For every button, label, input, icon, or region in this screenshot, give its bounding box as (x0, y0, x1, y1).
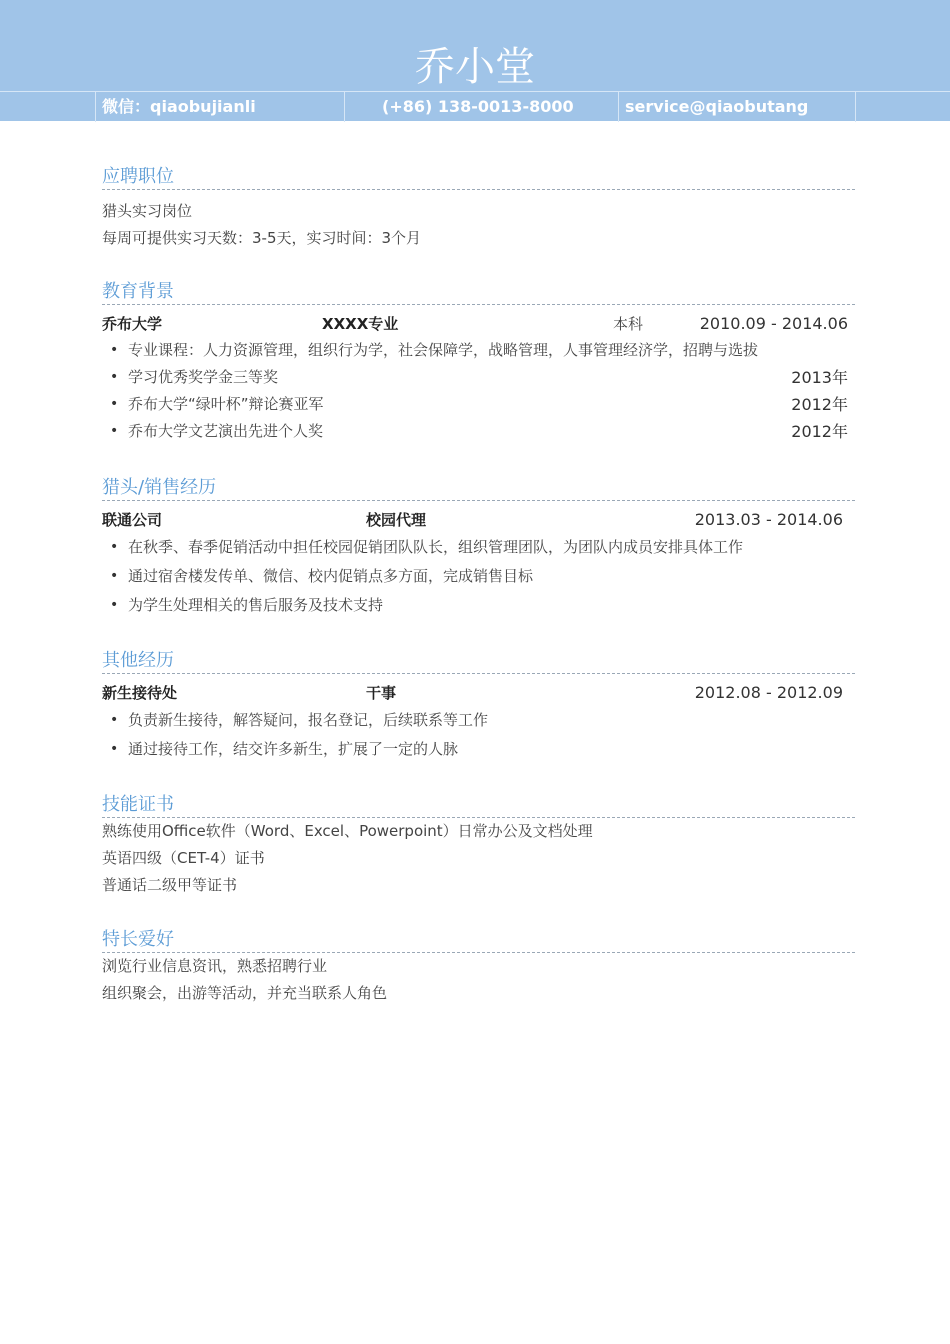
list-item (102, 364, 855, 391)
list-item (102, 562, 855, 591)
award-year: 2012年 (791, 422, 848, 441)
bullet-icon: • (110, 568, 119, 584)
list-item (102, 706, 855, 735)
section-title: 应聘职位 (102, 165, 178, 189)
section-heading (102, 926, 855, 953)
objective-line: 每周可提供实习天数：3-5天，实习时间：3个月 (102, 229, 422, 247)
list-item (102, 735, 855, 764)
skill-line: 英语四级（CET-4）证书 (102, 849, 265, 867)
bullet-icon: • (110, 369, 119, 385)
section-title: 其他经历 (102, 649, 178, 673)
list-item (102, 591, 855, 620)
sales-entry-header (102, 507, 855, 533)
bullet-icon: • (110, 712, 119, 728)
bullet-icon: • (110, 539, 119, 555)
company-name: 联通公司 (102, 511, 163, 529)
section-heading (102, 278, 855, 305)
list-item-text: 通过宿舍楼发传单、微信、校内促销点多方面，完成销售目标 (128, 567, 534, 585)
award-year: 2012年 (791, 395, 848, 414)
email-contact: service@qiaobutang (625, 97, 809, 116)
other-dates: 2012.08 - 2012.09 (694, 683, 843, 702)
wechat-contact: 微信：qiaobujianli (102, 97, 256, 116)
section-heading (102, 163, 855, 190)
list-item-text: 通过接待工作，结交许多新生，扩展了一定的人脉 (128, 740, 459, 758)
list-item (102, 337, 855, 364)
list-item-text: 乔布大学文艺演出先进个人奖 (128, 422, 324, 440)
objective-line: 猎头实习岗位 (102, 202, 193, 220)
contact-divider (95, 92, 96, 122)
skill-line: 熟练使用Office软件（Word、Excel、Powerpoint）日常办公及文档处理 (102, 822, 593, 840)
list-item-text: 专业课程：人力资源管理，组织行为学，社会保障学，战略管理，人事管理经济学，招聘与选拔 (128, 341, 759, 359)
contact-divider (344, 92, 345, 122)
section-title: 教育背景 (102, 280, 178, 304)
bullet-icon: • (110, 423, 119, 439)
award-year: 2013年 (791, 368, 848, 387)
section-hobbies (102, 926, 855, 1007)
bullet-icon: • (110, 396, 119, 412)
section-title: 技能证书 (102, 793, 178, 817)
bullet-icon: • (110, 741, 119, 757)
list-item-text: 学习优秀奖学金三等奖 (128, 368, 279, 386)
job-role: 干事 (366, 684, 397, 702)
education-dates: 2010.09 - 2014.06 (699, 314, 848, 333)
skill-line: 普通话二级甲等证书 (102, 876, 238, 894)
hobby-line: 浏览行业信息资讯，熟悉招聘行业 (102, 957, 328, 975)
header-band (0, 0, 950, 121)
contact-row (0, 91, 950, 122)
section-other-experience (102, 647, 855, 764)
list-item (102, 391, 855, 418)
organization-name: 新生接待处 (102, 684, 178, 702)
list-item-text: 为学生处理相关的售后服务及技术支持 (128, 596, 384, 614)
education-entry-header (102, 311, 855, 337)
list-item-text: 负责新生接待，解答疑问，报名登记，后续联系等工作 (128, 711, 489, 729)
section-skills (102, 791, 855, 899)
section-objective (102, 163, 855, 252)
bullet-icon: • (110, 342, 119, 358)
section-education (102, 278, 855, 445)
list-item-text: 在秋季、春季促销活动中担任校园促销团队队长，组织管理团队，为团队内成员安排具体工作 (128, 538, 744, 556)
bullet-icon: • (110, 597, 119, 613)
section-sales-experience (102, 474, 855, 620)
list-item (102, 533, 855, 562)
hobby-line: 组织聚会，出游等活动，并充当联系人角色 (102, 984, 388, 1002)
other-entry-header (102, 680, 855, 706)
section-title: 猎头/销售经历 (102, 476, 220, 500)
sales-dates: 2013.03 - 2014.06 (694, 510, 843, 529)
section-title: 特长爱好 (102, 928, 178, 952)
section-heading (102, 474, 855, 501)
school-name: 乔布大学 (102, 315, 163, 333)
list-item (102, 418, 855, 445)
list-item-text: 乔布大学“绿叶杯”辩论赛亚军 (128, 395, 324, 413)
candidate-name: 乔小堂 (415, 44, 535, 90)
contact-divider (855, 92, 856, 122)
job-role: 校园代理 (366, 511, 427, 529)
major-name: XXXX专业 (322, 315, 399, 333)
degree: 本科 (613, 315, 644, 333)
contact-divider (618, 92, 619, 122)
section-heading (102, 791, 855, 818)
phone-contact: (+86) 138-0013-8000 (382, 97, 574, 116)
section-heading (102, 647, 855, 674)
